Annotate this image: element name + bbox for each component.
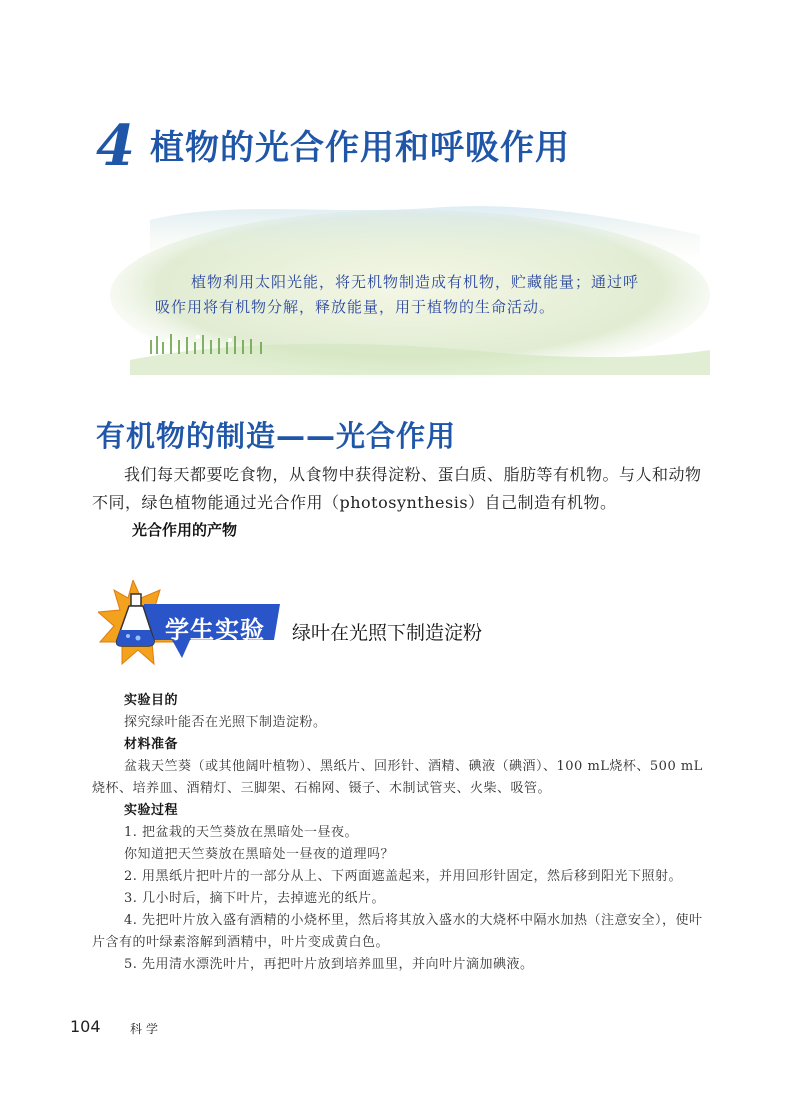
- subject-label: 科学: [130, 1022, 163, 1036]
- purpose-label: 实验目的: [124, 693, 179, 708]
- step-3: 3. 几小时后，摘下叶片，去掉遮光的纸片。: [124, 891, 386, 906]
- section-subheading: 光合作用的产物: [132, 521, 238, 539]
- purpose-text: 探究绿叶能否在光照下制造淀粉。: [124, 715, 327, 730]
- page-number: 104: [70, 1017, 101, 1036]
- intro-summary-text: 植物利用太阳光能，将无机物制造成有机物，贮藏能量；通过呼吸作用将有机物分解，释放能量，用于植物的生命活动。: [155, 273, 640, 316]
- experiment-badge-label: 学生实验: [165, 616, 265, 644]
- section-paragraph: 我们每天都要吃食物，从食物中获得淀粉、蛋白质、脂肪等有机物。与人和动物不同，绿色植物能通过光合作用（photosynthesis）自己制造有机物。: [92, 465, 702, 512]
- chapter-title: 植物的光合作用和呼吸作用: [150, 128, 570, 168]
- step-4: 4. 先把叶片放入盛有酒精的小烧杯里，然后将其放入盛水的大烧杯中隔水加热（注意安全），使叶片含有的叶绿素溶解到酒精中，叶片变成黄白色。: [92, 913, 703, 950]
- step-1: 1. 把盆栽的天竺葵放在黑暗处一昼夜。: [124, 825, 359, 840]
- step-5: 5. 先用清水漂洗叶片，再把叶片放到培养皿里，并向叶片滴加碘液。: [124, 957, 534, 972]
- section-heading: 有机物的制造——光合作用: [96, 419, 457, 453]
- process-label: 实验过程: [124, 803, 179, 818]
- chapter-number: 4: [96, 113, 135, 179]
- step-2: 2. 用黑纸片把叶片的一部分从上、下两面遮盖起来，并用回形针固定，然后移到阳光下照射。: [124, 869, 683, 884]
- materials-text: 盆栽天竺葵（或其他阔叶植物）、黑纸片、回形针、酒精、碘液（碘酒）、100 mL烧杯、500 mL烧杯、培养皿、酒精灯、三脚架、石棉网、镊子、木制试管夹、火柴、吸管。: [92, 759, 703, 796]
- step-question: 你知道把天竺葵放在黑暗处一昼夜的道理吗？: [124, 847, 395, 862]
- materials-label: 材料准备: [124, 737, 179, 752]
- experiment-body: [92, 690, 712, 976]
- experiment-title: 绿叶在光照下制造淀粉: [292, 622, 483, 644]
